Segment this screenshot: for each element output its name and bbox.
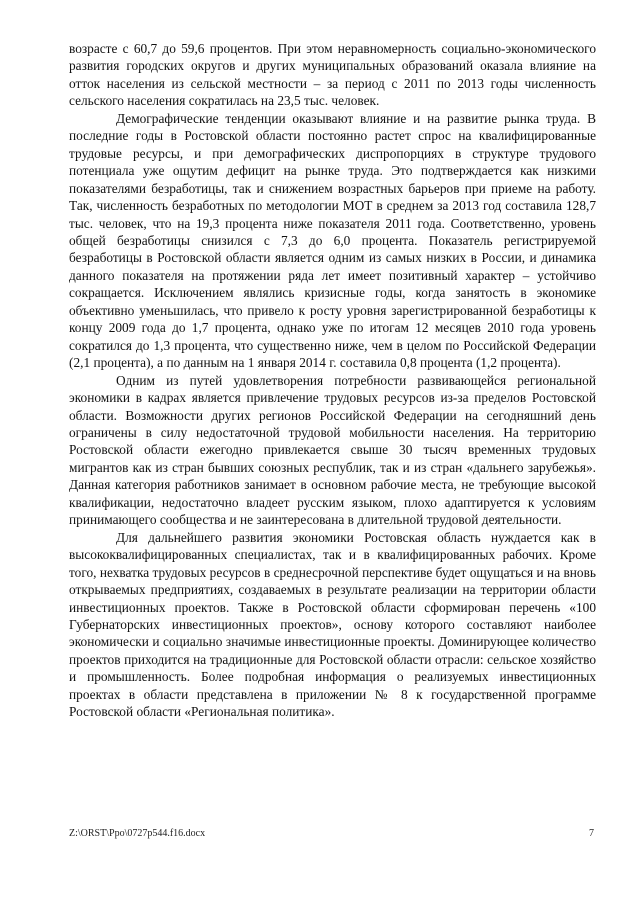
paragraph-labor-market: Демографические тенденции оказывают влияние и на развитие рынка труда. В последние годы в Ростовской области постоянно растет спрос на квалифицированные трудовые ресурсы, и при демографических диспропорциях в структуре трудового потенциала уже ощутим дефицит на рынке труда. Это подтверждается как низкими показателями безработицы, так и снижением возрастных барьеров при приеме на работу. Так, численность безработных по методологии МОТ в среднем за 2013 год составила 128,7 тыс. человек, что на 19,3 процента ниже показателя 2011 года. Соответственно, уровень общей безработицы снизился с 7,3 до 6,0 процента. Показатель регистрируемой безработицы в Ростовской области является одним из самых низких в России, и динамика данного показателя на протяжении ряда лет имеет позитивный характер – устойчиво сокращается. Исключением являлись кризисные годы, когда занятость в экономике объективно уменьшилась, что привело к росту уровня зарегистрированной безработицы к концу 2009 года до 1,7 процента, однако уже по итогам 12 месяцев 2010 года уровень сократился до 1,3 процента, что существенно ниже, чем в целом по Российской Федерации (2,1 процента), а по данным на 1 января 2014 г. составила 0,8 процента (1,2 процента). [69,110,596,371]
paragraph-continuation: возрасте с 60,7 до 59,6 процентов. При этом неравномерность социально-экономического развития городских округов и других муниципальных образований оказала влияние на отток населения из сельской местности – за период с 2011 по 2013 годы численность сельского населения сократилась на 23,5 тыс. человек. [69,41,596,109]
page-number: 7 [589,828,594,839]
paragraph-investment-projects: Для дальнейшего развития экономики Ростовская область нуждается как в высококвалифицированных специалистах, так и в квалифицированных рабочих. Кроме того, нехватка трудовых ресурсов в среднесрочной перспективе будет ощущаться и на вновь открываемых предприятиях, создаваемых в результате реализации на территории области инвестиционных проектов. Также в Ростовской области сформирован перечень «100 Губернаторских инвестиционных проектов», основу которого составляют наиболее экономически и социально значимые инвестиционные проекты. Доминирующее количество проектов приходится на традиционные для Ростовской области отрасли: сельское хозяйство и промышленность. Более подробная информация о реализуемых инвестиционных проектах в области представлена в приложении № 8 к государственной программе Ростовской области «Региональная политика». [69,529,596,720]
document-body [69,40,596,721]
paragraph-labor-migration: Одним из путей удовлетворения потребности развивающейся региональной экономики в кадрах является привлечение трудовых ресурсов из-за пределов Ростовской области. Возможности других регионов Российской Федерации на сегодняшний день ограничены в силу недостаточной трудовой мобильности населения. На территорию Ростовской области ежегодно привлекается свыше 30 тысяч временных трудовых мигрантов как из стран бывших союзных республик, так и из стран «дальнего зарубежья». Данная категория работников занимает в основном рабочие места, не требующие высокой квалификации, недостаточно владеет русским языком, плохо адаптируется к условиям принимающего сообщества и не заинтересована в длительной трудовой деятельности. [69,372,596,528]
footer-file-path: Z:\ORST\Ppo\0727p544.f16.docx [69,828,206,839]
